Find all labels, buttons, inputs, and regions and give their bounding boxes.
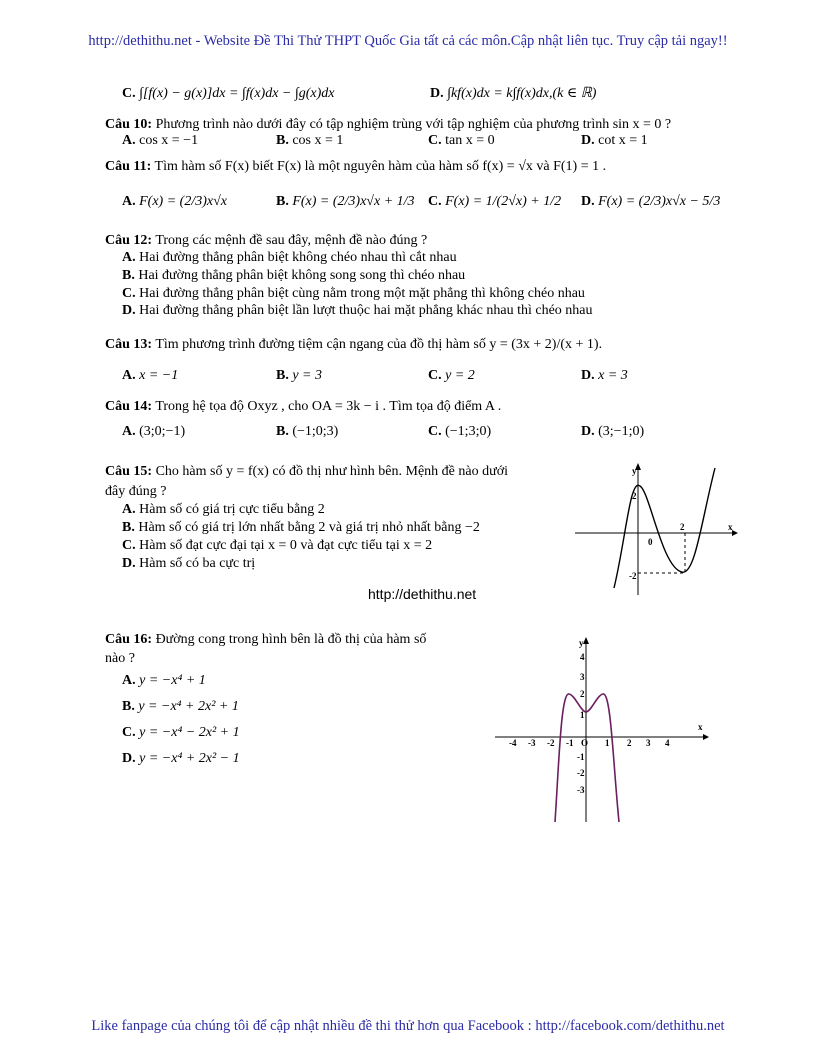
option-text: F(x) = (2/3)x√x xyxy=(139,194,227,209)
q16-option-b xyxy=(122,699,239,715)
x-tick-1: 1 xyxy=(605,738,610,748)
option-text: F(x) = (2/3)x√x − 5/3 xyxy=(598,194,721,209)
q13-option-a xyxy=(122,368,178,384)
q15-graph xyxy=(570,458,740,598)
option-letter: D. xyxy=(581,194,595,209)
option-letter: B. xyxy=(276,194,289,209)
q11-option-c xyxy=(428,194,561,210)
function-curve xyxy=(555,694,619,822)
option-text: (−1;0;3) xyxy=(292,424,339,439)
q10-option-c xyxy=(428,133,495,149)
y-tick-neg3: -3 xyxy=(577,785,585,795)
q16-option-d xyxy=(122,751,240,767)
question-14 xyxy=(105,399,501,415)
option-text: Hàm số đạt cực đại tại x = 0 và đạt cực tiểu tại x = 2 xyxy=(139,538,433,553)
y-label: y xyxy=(579,638,584,648)
x-tick-neg3: -3 xyxy=(528,738,536,748)
q15-option-c xyxy=(122,538,432,554)
option-letter: A. xyxy=(122,424,136,439)
question-label: Câu 15: xyxy=(105,464,153,479)
q10-option-a xyxy=(122,133,198,149)
q13-option-d xyxy=(581,368,628,384)
option-letter: C. xyxy=(122,286,136,301)
x-tick-neg1: -1 xyxy=(566,738,574,748)
option-text: y = 2 xyxy=(445,368,475,383)
option-letter: C. xyxy=(122,725,136,740)
option-text: (−1;3;0) xyxy=(445,424,492,439)
q12-option-a xyxy=(122,250,457,266)
question-text: Phương trình nào dưới đây có tập nghiệm trùng với tập nghiệm của phương trình sin x = 0 ? xyxy=(155,117,672,132)
x-axis-arrow xyxy=(703,734,709,740)
question-label: Câu 16: xyxy=(105,632,153,647)
q16-graph xyxy=(495,632,720,827)
option-letter: A. xyxy=(122,673,136,688)
y-tick-3: 3 xyxy=(580,672,585,682)
q14-option-a xyxy=(122,424,185,440)
question-text: Đường cong trong hình bên là đồ thị của hàm số xyxy=(155,632,427,647)
question-13 xyxy=(105,337,602,353)
option-letter: A. xyxy=(122,368,136,383)
question-12 xyxy=(105,233,427,249)
option-text: Hai đường thẳng phân biệt không song song thì chéo nhau xyxy=(138,268,466,283)
option-text: Hai đường thẳng phân biệt lần lượt thuộc hai mặt phẳng khác nhau thì chéo nhau xyxy=(139,303,593,318)
question-text: Tìm hàm số F(x) biết F(x) là một nguyên hàm của hàm số f(x) = √x và F(1) = 1 . xyxy=(154,159,607,174)
option-letter: B. xyxy=(122,699,135,714)
q12-option-d xyxy=(122,303,593,319)
y-tick-neg2: -2 xyxy=(629,571,637,581)
option-text: Hàm số có ba cực trị xyxy=(139,556,256,571)
question-text: Tìm phương trình đường tiệm cận ngang của đồ thị hàm số y = (3x + 2)/(x + 1). xyxy=(155,337,603,352)
question-label: Câu 12: xyxy=(105,233,153,248)
q13-option-b xyxy=(276,368,322,384)
option-text: F(x) = (2/3)x√x + 1/3 xyxy=(292,194,415,209)
q10-option-d xyxy=(581,133,648,149)
q14-option-d xyxy=(581,424,644,440)
q14-option-b xyxy=(276,424,338,440)
question-label: Câu 14: xyxy=(105,399,153,414)
x-tick-3: 3 xyxy=(646,738,651,748)
option-letter: C. xyxy=(122,538,136,553)
option-text: Hai đường thẳng phân biệt không chéo nhau thì cắt nhau xyxy=(139,250,457,265)
y-axis-arrow xyxy=(583,637,589,644)
option-text: (3;0;−1) xyxy=(139,424,186,439)
question-11 xyxy=(105,159,606,175)
option-text: y = −x⁴ − 2x² + 1 xyxy=(139,725,240,740)
site-link[interactable]: http://dethithu.net xyxy=(368,586,477,602)
option-letter: A. xyxy=(122,133,136,148)
option-letter: D. xyxy=(581,424,595,439)
option-text: Hàm số có giá trị cực tiểu bằng 2 xyxy=(139,502,325,517)
option-letter: A. xyxy=(122,250,136,265)
option-text: Hai đường thẳng phân biệt cùng nằm trong một mặt phẳng thì không chéo nhau xyxy=(139,286,585,301)
prev-option-c xyxy=(122,86,334,102)
q11-option-a xyxy=(122,194,227,210)
option-text: y = −x⁴ + 2x² − 1 xyxy=(139,751,240,766)
page-footer-link[interactable]: Like fanpage của chúng tôi để cập nhật nhiều đề thi thử hơn qua Facebook : http://facebook.com/dethithu.net xyxy=(91,1018,725,1034)
question-text: Trong hệ tọa độ Oxyz , cho OA = 3k − i . Tìm tọa độ điểm A . xyxy=(155,399,502,414)
option-text: x = 3 xyxy=(598,368,628,383)
x-label: x xyxy=(728,522,733,532)
q13-option-c xyxy=(428,368,475,384)
y-tick-neg1: -1 xyxy=(577,752,585,762)
question-label: Câu 11: xyxy=(105,159,152,174)
option-text: tan x = 0 xyxy=(445,133,495,148)
question-16 xyxy=(105,632,426,648)
option-letter: C. xyxy=(428,133,442,148)
option-text: (3;−1;0) xyxy=(598,424,645,439)
prev-option-d xyxy=(430,86,596,102)
option-letter: D. xyxy=(122,556,136,571)
q11-option-d xyxy=(581,194,720,210)
option-letter: A. xyxy=(122,502,136,517)
y-tick-2: 2 xyxy=(580,689,585,699)
option-letter: B. xyxy=(276,133,289,148)
option-letter: C. xyxy=(428,424,442,439)
option-text: F(x) = 1/(2√x) + 1/2 xyxy=(445,194,562,209)
q15-option-a xyxy=(122,502,325,518)
x-axis-arrow xyxy=(732,530,738,536)
q16-option-c xyxy=(122,725,240,741)
option-letter: B. xyxy=(276,368,289,383)
option-text: cos x = 1 xyxy=(292,133,344,148)
question-15 xyxy=(105,464,508,480)
q15-option-d xyxy=(122,556,255,572)
question-16-cont: nào ? xyxy=(105,651,135,666)
page-header-link[interactable]: http://dethithu.net - Website Đề Thi Thử THPT Quốc Gia tất cả các môn.Cập nhật liên tục. Truy cập tải ngay!! xyxy=(88,33,728,49)
option-text: ∫[f(x) − g(x)]dx = ∫f(x)dx − ∫g(x)dx xyxy=(139,86,335,101)
option-letter: A. xyxy=(122,194,136,209)
option-letter: B. xyxy=(122,520,135,535)
question-label: Câu 13: xyxy=(105,337,153,352)
option-letter: D. xyxy=(430,86,444,101)
option-text: Hàm số có giá trị lớn nhất bằng 2 và giá trị nhỏ nhất bằng −2 xyxy=(138,520,480,535)
y-label: y xyxy=(632,466,637,476)
option-text: y = −x⁴ + 2x² + 1 xyxy=(138,699,239,714)
option-letter: C. xyxy=(428,194,442,209)
q14-option-c xyxy=(428,424,491,440)
x-tick-4: 4 xyxy=(665,738,670,748)
y-tick-1: 1 xyxy=(580,710,585,720)
option-text: y = 3 xyxy=(292,368,323,383)
option-text: ∫kf(x)dx = k∫f(x)dx,(k ∈ ℝ) xyxy=(447,86,597,101)
y-tick-4: 4 xyxy=(580,652,585,662)
q16-option-a xyxy=(122,673,206,689)
option-letter: D. xyxy=(581,133,595,148)
option-letter: B. xyxy=(122,268,135,283)
q11-option-b xyxy=(276,194,415,210)
option-letter: D. xyxy=(122,303,136,318)
option-text: cot x = 1 xyxy=(598,133,648,148)
y-tick-2: 2 xyxy=(632,491,637,501)
question-10 xyxy=(105,117,671,133)
q15-option-b xyxy=(122,520,480,536)
option-letter: D. xyxy=(581,368,595,383)
option-text: x = −1 xyxy=(139,368,179,383)
q12-option-c xyxy=(122,286,585,302)
q10-option-b xyxy=(276,133,343,149)
option-letter: C. xyxy=(428,368,442,383)
option-letter: D. xyxy=(122,751,136,766)
option-letter: B. xyxy=(276,424,289,439)
question-text: Trong các mệnh đề sau đây, mệnh đề nào đúng ? xyxy=(155,233,428,248)
x-label: x xyxy=(698,722,703,732)
option-text: cos x = −1 xyxy=(139,133,199,148)
question-label: Câu 10: xyxy=(105,117,153,132)
function-curve xyxy=(614,468,715,588)
option-letter: C. xyxy=(122,86,136,101)
x-tick-neg2: -2 xyxy=(547,738,555,748)
y-tick-neg2: -2 xyxy=(577,768,585,778)
option-text: y = −x⁴ + 1 xyxy=(139,673,206,688)
x-tick-2: 2 xyxy=(627,738,632,748)
origin-label: O xyxy=(581,738,589,748)
x-tick-2: 2 xyxy=(680,522,685,532)
question-text: Cho hàm số y = f(x) có đồ thị như hình bên. Mệnh đề nào dưới xyxy=(155,464,508,479)
origin-label: 0 xyxy=(648,537,653,547)
question-15-cont: đây đúng ? xyxy=(105,484,167,499)
q12-option-b xyxy=(122,268,465,284)
x-tick-neg4: -4 xyxy=(509,738,517,748)
